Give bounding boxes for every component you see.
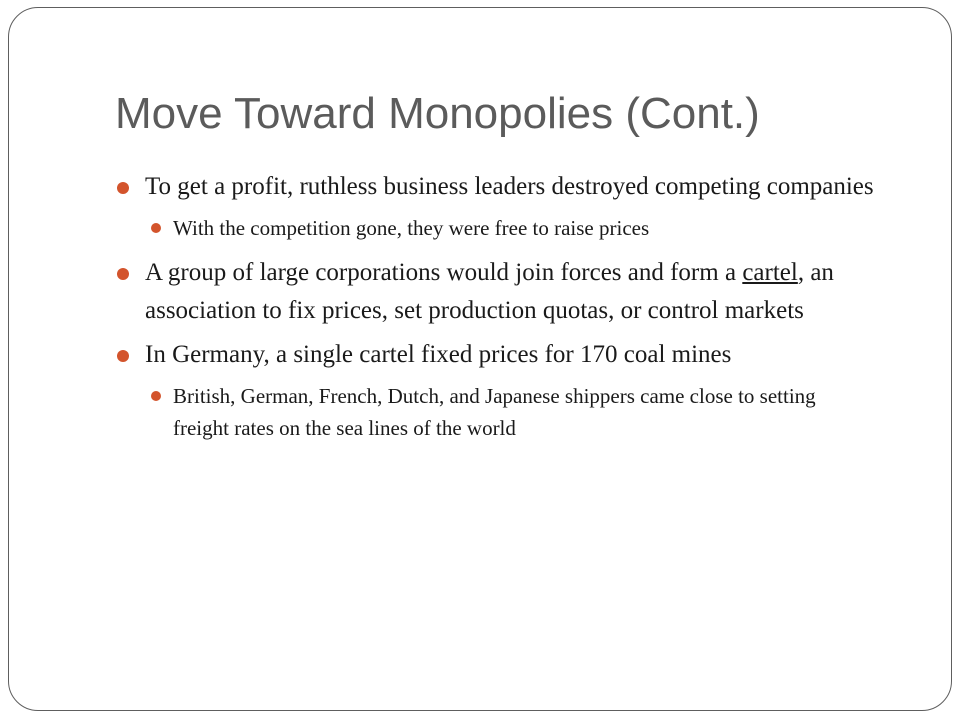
bullet-item xyxy=(115,168,915,206)
bullet-item xyxy=(115,254,925,330)
sub-bullet-item xyxy=(115,212,915,244)
bullet-dot-icon xyxy=(151,391,161,401)
bullet-text: With the competition gone, they were free to raise prices xyxy=(173,216,650,240)
bullet-dot-icon xyxy=(151,223,161,233)
bullet-dot-icon xyxy=(117,182,129,194)
slide-frame xyxy=(8,7,952,711)
slide-title: Move Toward Monopolies (Cont.) xyxy=(115,89,760,138)
sub-bullet-item xyxy=(115,380,833,444)
term-cartel: cartel xyxy=(742,259,798,286)
bullet-item xyxy=(115,336,915,374)
bullet-text: British, German, French, Dutch, and Japanese shippers came close to setting freight rates on the sea lines of the world xyxy=(173,384,816,440)
bullet-text-after: , an association to fix prices, set production quotas, or control markets xyxy=(145,259,834,324)
bullet-text-before: A group of large corporations would join forces and form a xyxy=(145,259,743,286)
bullet-dot-icon xyxy=(117,268,129,280)
bullet-dot-icon xyxy=(117,350,129,362)
bullet-text: To get a profit, ruthless business leaders destroyed competing companies xyxy=(145,173,874,200)
bullet-list xyxy=(115,168,915,454)
bullet-text: In Germany, a single cartel fixed prices for 170 coal mines xyxy=(145,341,732,368)
